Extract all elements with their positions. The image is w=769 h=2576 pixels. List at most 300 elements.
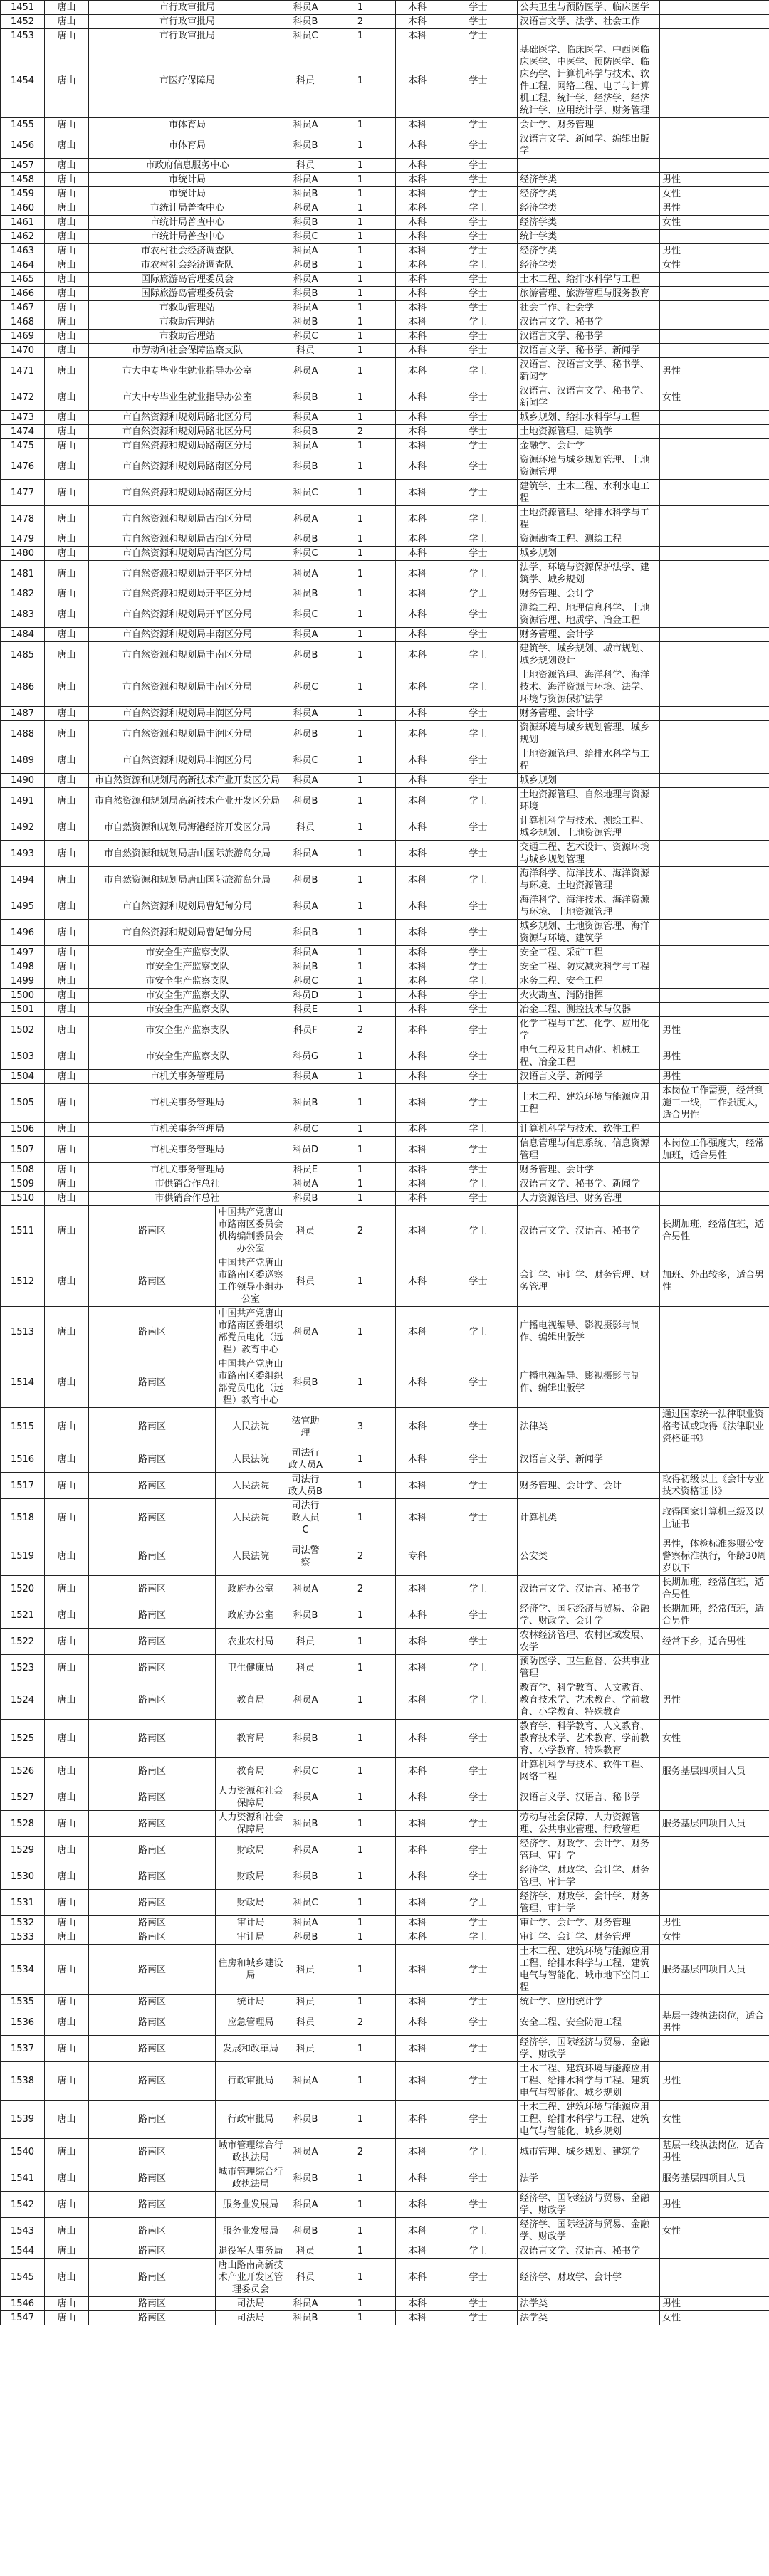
cell-city: 唐山 (45, 344, 89, 358)
cell-notes (660, 330, 769, 344)
table-row (1, 1890, 769, 1916)
cell-row-number: 1545 (1, 2259, 45, 2297)
cell-position: 科员C (286, 1758, 325, 1784)
cell-employer: 人民法院 (216, 1499, 286, 1537)
cell-notes (660, 1177, 769, 1192)
cell-notes: 女性 (660, 258, 769, 273)
cell-employer: 市机关事务管理局 (89, 1084, 286, 1123)
cell-degree: 学士 (439, 1602, 518, 1629)
table-row (1, 2009, 769, 2036)
cell-position: 科员B (286, 587, 325, 601)
cell-education: 本科 (396, 315, 439, 330)
table-row (1, 2259, 769, 2297)
cell-district: 路南区 (89, 1537, 216, 1576)
cell-education: 本科 (396, 244, 439, 258)
cell-headcount: 1 (325, 1137, 396, 1163)
cell-major: 汉语言文学、秘书学、新闻学 (518, 344, 660, 358)
cell-row-number: 1477 (1, 480, 45, 506)
cell-notes: 男性 (660, 1916, 769, 1930)
cell-major: 建筑学、土木工程、水利水电工程 (518, 480, 660, 506)
cell-employer: 政府办公室 (216, 1602, 286, 1629)
cell-headcount: 2 (325, 2139, 396, 2165)
cell-education: 本科 (396, 893, 439, 920)
cell-row-number: 1543 (1, 2218, 45, 2244)
cell-education: 本科 (396, 1123, 439, 1137)
table-row (1, 230, 769, 244)
table-row (1, 2139, 769, 2165)
cell-row-number: 1481 (1, 561, 45, 587)
cell-headcount: 1 (325, 1890, 396, 1916)
cell-education: 本科 (396, 1784, 439, 1811)
table-row (1, 358, 769, 384)
table-row (1, 2036, 769, 2062)
cell-city: 唐山 (45, 1655, 89, 1681)
cell-row-number: 1462 (1, 230, 45, 244)
cell-employer: 人力资源和社会保障局 (216, 1784, 286, 1811)
cell-city: 唐山 (45, 893, 89, 920)
cell-major: 信息管理与信息系统、信息资源管理 (518, 1137, 660, 1163)
cell-district: 路南区 (89, 1206, 216, 1256)
cell-row-number: 1475 (1, 439, 45, 453)
cell-notes (660, 1163, 769, 1177)
cell-notes (660, 1995, 769, 2009)
cell-row-number: 1524 (1, 1681, 45, 1720)
cell-headcount: 1 (325, 216, 396, 230)
cell-city: 唐山 (45, 587, 89, 601)
table-row (1, 273, 769, 287)
cell-row-number: 1521 (1, 1602, 45, 1629)
cell-position: 科员 (286, 2009, 325, 2036)
cell-position: 科员B (286, 867, 325, 893)
cell-row-number: 1466 (1, 287, 45, 301)
cell-city: 唐山 (45, 1043, 89, 1070)
cell-degree: 学士 (439, 258, 518, 273)
cell-city: 唐山 (45, 1811, 89, 1837)
cell-major: 经济学、国际经济与贸易、金融学、财政学 (518, 2218, 660, 2244)
table-row (1, 1206, 769, 1256)
cell-employer: 应急管理局 (216, 2009, 286, 2036)
cell-education: 本科 (396, 1811, 439, 1837)
cell-degree: 学士 (439, 132, 518, 159)
cell-headcount: 1 (325, 187, 396, 201)
cell-city: 唐山 (45, 920, 89, 946)
cell-major: 教育学、科学教育、人文教育、教育技术学、艺术教育、学前教育、小学教育、特殊教育 (518, 1720, 660, 1758)
table-row (1, 2192, 769, 2218)
table-row (1, 974, 769, 989)
cell-major: 经济学类 (518, 187, 660, 201)
cell-headcount: 1 (325, 1357, 396, 1408)
cell-degree: 学士 (439, 1811, 518, 1837)
cell-row-number: 1454 (1, 43, 45, 118)
cell-city: 唐山 (45, 1017, 89, 1043)
cell-city: 唐山 (45, 1681, 89, 1720)
table-row (1, 1137, 769, 1163)
cell-education: 本科 (396, 989, 439, 1003)
cell-position: 科员B (286, 532, 325, 547)
cell-row-number: 1512 (1, 1256, 45, 1307)
cell-degree: 学士 (439, 43, 518, 118)
cell-position: 科员A (286, 628, 325, 642)
cell-major: 汉语言文学、汉语言、秘书学 (518, 1576, 660, 1602)
cell-degree: 学士 (439, 1043, 518, 1070)
cell-headcount: 1 (325, 2062, 396, 2101)
table-row (1, 1811, 769, 1837)
cell-education: 本科 (396, 2101, 439, 2139)
cell-district: 路南区 (89, 1720, 216, 1758)
table-row (1, 1863, 769, 1890)
cell-headcount: 1 (325, 132, 396, 159)
cell-major: 经济学类 (518, 201, 660, 216)
cell-education: 本科 (396, 788, 439, 814)
cell-position: 科员A (286, 561, 325, 587)
cell-notes: 男性，体检标准参照公安警察标准执行，年龄30周岁以下 (660, 1537, 769, 1576)
cell-major: 汉语言文学、法学、社会工作 (518, 15, 660, 29)
cell-education: 本科 (396, 258, 439, 273)
cell-employer: 市自然资源和规划局唐山国际旅游岛分局 (89, 867, 286, 893)
cell-employer: 市大中专毕业生就业指导办公室 (89, 358, 286, 384)
cell-major: 财务管理、会计学 (518, 707, 660, 721)
cell-headcount: 1 (325, 1784, 396, 1811)
cell-city: 唐山 (45, 315, 89, 330)
cell-education: 本科 (396, 1473, 439, 1499)
cell-row-number: 1534 (1, 1945, 45, 1995)
cell-city: 唐山 (45, 2036, 89, 2062)
cell-position: 科员A (286, 2062, 325, 2101)
cell-major: 火灾勘查、消防指挥 (518, 989, 660, 1003)
cell-city: 唐山 (45, 1863, 89, 1890)
cell-degree: 学士 (439, 118, 518, 132)
table-row (1, 287, 769, 301)
cell-row-number: 1503 (1, 1043, 45, 1070)
cell-row-number: 1468 (1, 315, 45, 330)
cell-position: 科员A (286, 301, 325, 315)
cell-degree: 学士 (439, 273, 518, 287)
cell-degree: 学士 (439, 1655, 518, 1681)
cell-major: 测绘工程、地理信息科学、土地资源管理、地质学、冶金工程 (518, 601, 660, 628)
cell-row-number: 1537 (1, 2036, 45, 2062)
cell-employer: 市行政审批局 (89, 1, 286, 15)
cell-employer: 市机关事务管理局 (89, 1070, 286, 1084)
cell-position: 科员C (286, 1890, 325, 1916)
cell-education: 本科 (396, 1446, 439, 1473)
cell-row-number: 1506 (1, 1123, 45, 1137)
cell-city: 唐山 (45, 1408, 89, 1446)
cell-major: 城乡规划、给排水科学与工程 (518, 411, 660, 425)
cell-major: 农林经济管理、农村区域发展、农学 (518, 1629, 660, 1655)
cell-education: 本科 (396, 1307, 439, 1357)
cell-notes (660, 1890, 769, 1916)
cell-notes (660, 920, 769, 946)
cell-position: 科员A (286, 244, 325, 258)
cell-employer: 住房和城乡建设局 (216, 1945, 286, 1995)
cell-notes (660, 2036, 769, 2062)
cell-row-number: 1497 (1, 946, 45, 960)
cell-major: 土木工程、建筑环境与能源应用工程、给排水科学与工程、建筑电气与智能化、城乡规划 (518, 2101, 660, 2139)
table-row (1, 2311, 769, 2325)
table-row (1, 2218, 769, 2244)
cell-row-number: 1515 (1, 1408, 45, 1446)
cell-degree: 学士 (439, 1945, 518, 1995)
cell-major: 人力资源管理、财务管理 (518, 1192, 660, 1206)
table-row (1, 989, 769, 1003)
cell-notes: 服务基层四项目人员 (660, 1758, 769, 1784)
cell-position: 科员 (286, 1655, 325, 1681)
cell-district: 路南区 (89, 2192, 216, 2218)
cell-headcount: 1 (325, 480, 396, 506)
cell-major: 土地资源管理、自然地理与资源环境 (518, 788, 660, 814)
cell-notes: 本岗位工作强度大，经常加班，适合男性 (660, 1137, 769, 1163)
cell-position: 科员D (286, 1137, 325, 1163)
table-row (1, 1655, 769, 1681)
cell-city: 唐山 (45, 2165, 89, 2192)
cell-major: 广播电视编导、影视摄影与制作、编辑出版学 (518, 1307, 660, 1357)
cell-degree: 学士 (439, 1629, 518, 1655)
cell-headcount: 1 (325, 358, 396, 384)
cell-degree: 学士 (439, 721, 518, 747)
cell-degree: 学士 (439, 1837, 518, 1863)
cell-row-number: 1542 (1, 2192, 45, 2218)
cell-major: 计算机科学与技术、测绘工程、城乡规划、土地资源管理 (518, 814, 660, 841)
cell-position: 科员 (286, 1629, 325, 1655)
cell-row-number: 1511 (1, 1206, 45, 1256)
cell-position: 科员G (286, 1043, 325, 1070)
cell-row-number: 1464 (1, 258, 45, 273)
table-row (1, 1537, 769, 1576)
cell-city: 唐山 (45, 29, 89, 43)
cell-degree: 学士 (439, 867, 518, 893)
cell-headcount: 1 (325, 1837, 396, 1863)
cell-position: 科员C (286, 547, 325, 561)
cell-city: 唐山 (45, 1890, 89, 1916)
cell-major: 公安类 (518, 1537, 660, 1576)
cell-degree: 学士 (439, 1070, 518, 1084)
cell-district: 路南区 (89, 1945, 216, 1995)
cell-position: 科员A (286, 358, 325, 384)
cell-headcount: 1 (325, 601, 396, 628)
cell-notes: 男性 (660, 244, 769, 258)
cell-notes: 经常下乡，适合男性 (660, 1629, 769, 1655)
cell-headcount: 1 (325, 1916, 396, 1930)
cell-headcount: 2 (325, 425, 396, 439)
cell-city: 唐山 (45, 159, 89, 173)
cell-major: 经济学类 (518, 258, 660, 273)
cell-headcount: 1 (325, 707, 396, 721)
cell-position: 科员B (286, 1863, 325, 1890)
cell-row-number: 1516 (1, 1446, 45, 1473)
table-row (1, 1930, 769, 1945)
cell-notes (660, 774, 769, 788)
cell-employer: 国际旅游岛管理委员会 (89, 287, 286, 301)
cell-major: 会计学、审计学、财务管理、财务管理 (518, 1256, 660, 1307)
cell-headcount: 1 (325, 1307, 396, 1357)
cell-major: 土地资源管理、给排水科学与工程 (518, 506, 660, 532)
cell-degree: 学士 (439, 287, 518, 301)
cell-headcount: 1 (325, 1930, 396, 1945)
table-row (1, 1995, 769, 2009)
cell-degree: 学士 (439, 1499, 518, 1537)
table-row (1, 1837, 769, 1863)
cell-education: 本科 (396, 230, 439, 244)
cell-row-number: 1508 (1, 1163, 45, 1177)
cell-city: 唐山 (45, 1123, 89, 1137)
cell-row-number: 1478 (1, 506, 45, 532)
cell-district: 路南区 (89, 1758, 216, 1784)
cell-position: 科员B (286, 287, 325, 301)
cell-education: 本科 (396, 2297, 439, 2311)
cell-major: 汉语言文学、新闻学 (518, 1070, 660, 1084)
cell-education: 本科 (396, 814, 439, 841)
cell-major: 经济学、财政学、会计学、财务管理、审计学 (518, 1863, 660, 1890)
cell-notes (660, 1863, 769, 1890)
cell-degree: 学士 (439, 1916, 518, 1930)
cell-education: 本科 (396, 1916, 439, 1930)
cell-position: 司法行政人员B (286, 1473, 325, 1499)
cell-education: 本科 (396, 2192, 439, 2218)
cell-row-number: 1467 (1, 301, 45, 315)
cell-headcount: 1 (325, 668, 396, 707)
cell-notes: 取得初级以上《会计专业技术资格证书》 (660, 1473, 769, 1499)
cell-major: 公共卫生与预防医学、临床医学 (518, 1, 660, 15)
cell-row-number: 1535 (1, 1995, 45, 2009)
cell-headcount: 1 (325, 841, 396, 867)
cell-notes (660, 628, 769, 642)
cell-city: 唐山 (45, 721, 89, 747)
cell-row-number: 1530 (1, 1863, 45, 1890)
cell-city: 唐山 (45, 132, 89, 159)
table-row (1, 642, 769, 668)
table-row (1, 587, 769, 601)
cell-degree: 学士 (439, 187, 518, 201)
cell-major (518, 29, 660, 43)
cell-row-number: 1541 (1, 2165, 45, 2192)
cell-notes (660, 230, 769, 244)
cell-employer: 发展和改革局 (216, 2036, 286, 2062)
cell-position: 科员A (286, 1837, 325, 1863)
cell-city: 唐山 (45, 1357, 89, 1408)
cell-notes: 女性 (660, 2218, 769, 2244)
cell-education: 本科 (396, 15, 439, 29)
cell-major: 经济学、财政学、会计学、财务管理、审计学 (518, 1837, 660, 1863)
cell-degree: 学士 (439, 358, 518, 384)
table-row (1, 1177, 769, 1192)
table-row (1, 201, 769, 216)
cell-employer: 市农村社会经济调查队 (89, 244, 286, 258)
cell-employer: 市自然资源和规划局丰润区分局 (89, 707, 286, 721)
cell-position: 科员C (286, 668, 325, 707)
table-row (1, 601, 769, 628)
cell-education: 本科 (396, 532, 439, 547)
cell-city: 唐山 (45, 1446, 89, 1473)
cell-education: 本科 (396, 301, 439, 315)
cell-position: 科员 (286, 159, 325, 173)
cell-major: 城乡规划 (518, 774, 660, 788)
cell-major: 财务管理、会计学 (518, 587, 660, 601)
cell-headcount: 1 (325, 29, 396, 43)
cell-city: 唐山 (45, 1758, 89, 1784)
cell-city: 唐山 (45, 439, 89, 453)
cell-degree: 学士 (439, 1192, 518, 1206)
cell-employer: 市机关事务管理局 (89, 1163, 286, 1177)
cell-city: 唐山 (45, 273, 89, 287)
cell-district: 路南区 (89, 1890, 216, 1916)
cell-degree: 学士 (439, 2101, 518, 2139)
table-row (1, 1720, 769, 1758)
cell-degree: 学士 (439, 1784, 518, 1811)
cell-education: 本科 (396, 425, 439, 439)
cell-employer: 市机关事务管理局 (89, 1123, 286, 1137)
cell-headcount: 1 (325, 1629, 396, 1655)
cell-major: 安全工程、安全防范工程 (518, 2009, 660, 2036)
cell-city: 唐山 (45, 201, 89, 216)
cell-city: 唐山 (45, 814, 89, 841)
cell-city: 唐山 (45, 230, 89, 244)
cell-notes (660, 841, 769, 867)
cell-row-number: 1463 (1, 244, 45, 258)
cell-row-number: 1539 (1, 2101, 45, 2139)
cell-employer: 市供销合作总社 (89, 1177, 286, 1192)
cell-position: 科员B (286, 960, 325, 974)
cell-row-number: 1473 (1, 411, 45, 425)
cell-row-number: 1470 (1, 344, 45, 358)
cell-headcount: 1 (325, 1499, 396, 1537)
cell-row-number: 1487 (1, 707, 45, 721)
table-row (1, 747, 769, 774)
cell-position: 科员A (286, 1, 325, 15)
cell-employer: 市政府信息服务中心 (89, 159, 286, 173)
cell-row-number: 1476 (1, 453, 45, 480)
cell-row-number: 1453 (1, 29, 45, 43)
cell-row-number: 1483 (1, 601, 45, 628)
cell-notes: 男性 (660, 2062, 769, 2101)
cell-employer: 市安全生产监察支队 (89, 1017, 286, 1043)
cell-position: 科员B (286, 1602, 325, 1629)
cell-degree: 学士 (439, 1863, 518, 1890)
cell-education: 本科 (396, 1945, 439, 1995)
cell-city: 唐山 (45, 1137, 89, 1163)
cell-city: 唐山 (45, 547, 89, 561)
cell-degree: 学士 (439, 330, 518, 344)
cell-education: 本科 (396, 132, 439, 159)
cell-employer: 市体育局 (89, 118, 286, 132)
table-row (1, 1758, 769, 1784)
cell-headcount: 1 (325, 159, 396, 173)
cell-major: 资源环境与城乡规划管理、城乡规划 (518, 721, 660, 747)
cell-notes (660, 1192, 769, 1206)
cell-degree: 学士 (439, 1408, 518, 1446)
cell-major: 基础医学、临床医学、中西医临床医学、中医学、预防医学、临床药学、计算机科学与技术、软件工程、网络工程、电子与计算机工程、统计学、经济学、经济统计学、应用统计学、财务管理 (518, 43, 660, 118)
cell-notes: 男性 (660, 173, 769, 187)
cell-notes: 男性 (660, 2192, 769, 2218)
cell-degree: 学士 (439, 1720, 518, 1758)
cell-position: 科员B (286, 2165, 325, 2192)
cell-notes (660, 974, 769, 989)
cell-position: 科员B (286, 1357, 325, 1408)
cell-degree: 学士 (439, 547, 518, 561)
cell-employer: 市统计局普查中心 (89, 216, 286, 230)
cell-degree: 学士 (439, 707, 518, 721)
cell-employer: 退役军人事务局 (216, 2244, 286, 2259)
cell-position: 法官助理 (286, 1408, 325, 1446)
cell-district: 路南区 (89, 1576, 216, 1602)
cell-notes (660, 989, 769, 1003)
cell-major: 会计学、财务管理 (518, 118, 660, 132)
table-row (1, 216, 769, 230)
cell-education: 本科 (396, 201, 439, 216)
cell-degree: 学士 (439, 1930, 518, 1945)
cell-education: 本科 (396, 1017, 439, 1043)
cell-degree: 学士 (439, 1017, 518, 1043)
cell-employer: 财政局 (216, 1890, 286, 1916)
